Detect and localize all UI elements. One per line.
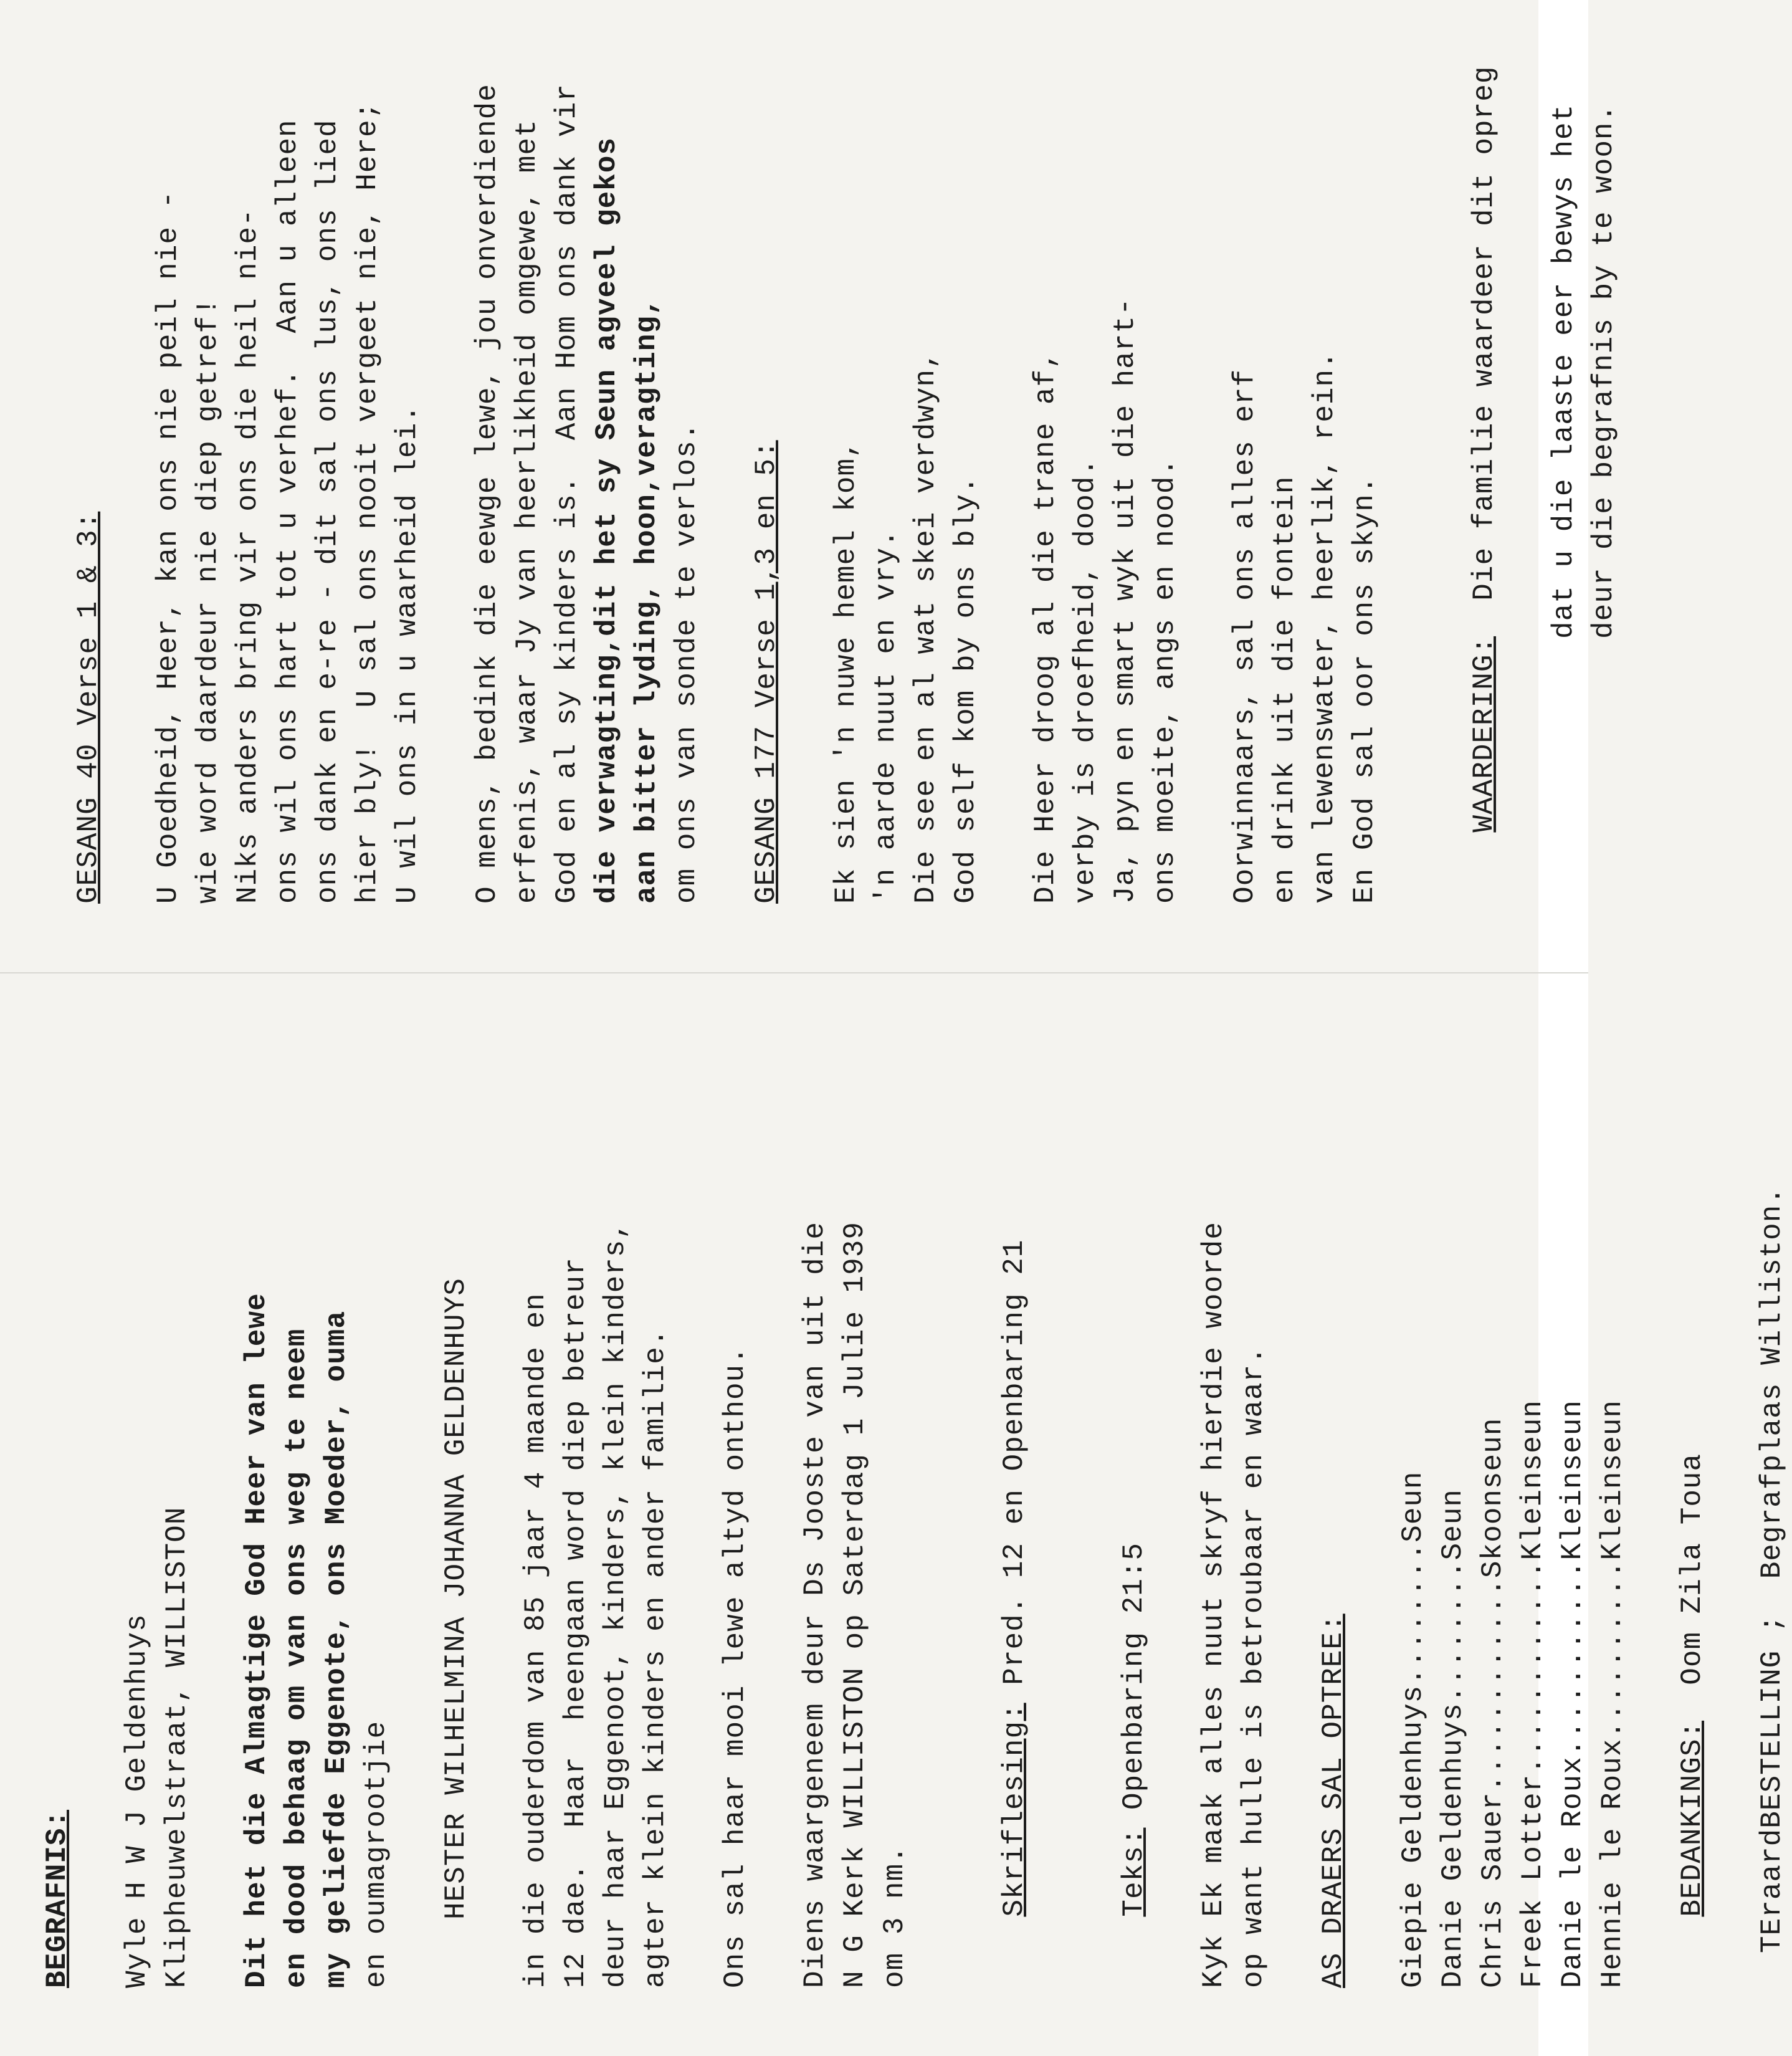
bearer-row: Chris Sauer............Skoonseun [1477, 1417, 1509, 1988]
hymn2-verse1-line: God self kom by ons bly. [950, 476, 982, 904]
address: Klipheuwelstraat, WILLISTON [161, 1506, 193, 1988]
reading-value: Pred. 12 en Openbaring 21 [998, 1239, 1031, 1703]
hymn2-verse3-line: Ja, pyn en smart wyk uit die hart- [1109, 297, 1141, 904]
bearer-row: Danie Geldenhuys........Seun [1437, 1489, 1469, 1988]
quote-line: Kyk Ek maak alles nuut skryf hierdie woorde [1198, 1222, 1230, 1988]
thanks-label: BEDANKINGS: [1676, 1720, 1709, 1917]
hymn2-verse3-line: verby is droefheid, dood. [1069, 457, 1102, 904]
section-heading-begrafnis: BEGRAFNIS: [41, 1809, 74, 1988]
text-value: Openbaring 21:5 [1118, 1542, 1150, 1828]
reading-label: Skriflesing: [998, 1703, 1031, 1917]
appreciation-label: WAARDERING: [1468, 636, 1500, 833]
intro-line: my geliefde Eggenote, ons Moeder, ouma [320, 1311, 353, 1988]
hymn2-verse5-line: Oorwinnaars, sal ons alles erf [1229, 368, 1261, 904]
hymn1-verse3-line: God en al sy kinders is. Aan Hom ons dank vir [551, 84, 583, 904]
hymn1-verse3-line: die verwagting,dit het sy Seun agveel gekos [591, 137, 623, 904]
appreciation-line: deur die begrafnis by te woon. [1588, 103, 1620, 639]
burial-line: TEraardBESTELLING ; Begrafplaas Williston. [1756, 1187, 1788, 1953]
intro-line: en dood behaag om van ons weg te neem [280, 1328, 313, 1988]
bearer-row: Freek Lotter............Kleinseun [1517, 1400, 1549, 1988]
hymn2-heading: GESANG 177 Verse 1,3 en 5: [750, 440, 783, 904]
hymn1-heading: GESANG 40 Verse 1 & 3: [72, 511, 105, 904]
bearers-heading: AS DRAERS SAL OPTREE: [1317, 1614, 1350, 1988]
text-label: Teks: [1118, 1827, 1150, 1917]
quote-line: op want hulle is betroubaar en waar. [1237, 1346, 1270, 1988]
intro-line: en oumagrootjie [360, 1720, 393, 1988]
service-line: om 3 nm. [879, 1845, 911, 1988]
service-line: Diens waargeneem deur Ds Jooste van uit die [799, 1222, 831, 1988]
hymn2-verse1-line: 'n aarde nuut en vry. [870, 529, 902, 904]
appreciation-line: dat u die laaste eer bewys het [1548, 103, 1580, 639]
thanks-value: Oom Zila Toua [1676, 1453, 1709, 1721]
bearer-row: Giepie Geldenhuys........Seun [1397, 1471, 1429, 1988]
hymn1-verse1-line: wie word daardeur nie diep getref! [192, 297, 224, 904]
service-line: N G Kerk WILLISTON op Saterdag 1 Julie 1939 [839, 1222, 871, 1988]
hymn2-verse5-line: van lewenswater, heerlik, rein. [1308, 351, 1341, 904]
hymn1-verse1-line: ons wil ons hart tot u verhef. Aan u alleen [272, 119, 304, 904]
age-line: in die ouderdom van 85 jaar 4 maande en [520, 1293, 552, 1988]
hymn1-verse3-line: om ons van sonde te verlos. [670, 422, 703, 904]
right-panel [69, 0, 1620, 904]
hymn1-verse1-line: ons dank en e-re - dit sal ons lus, ons lied [312, 119, 344, 904]
hymn2-verse5-line: en drink uit die fontein [1269, 476, 1301, 904]
age-line: 12 dae. Haar heengaan word diep betreur [560, 1257, 592, 1988]
hymn2-verse1-line: Ek sien 'n nuwe hemel kom, [830, 440, 862, 904]
hymn2-verse3-line: Die Heer droog al die trane af, [1029, 351, 1062, 904]
bearer-row: Danie le Roux...........Kleinseun [1556, 1400, 1589, 1988]
hymn1-verse1-line: hier bly! U sal ons nooit vergeet nie, Here; [351, 101, 384, 904]
memory-line: Ons sal haar mooi lewe altyd onthou. [719, 1346, 751, 1988]
hymn1-verse3-line: O mens, bedink die eewge lewe, jou onverdiende [471, 84, 503, 904]
bearer-row: Hennie le Roux..........Kleinseun [1596, 1400, 1629, 1988]
age-line: deur haar Eggenoot, kinders, klein kinders, [599, 1222, 632, 1988]
hymn1-verse1-line: Niks anders bring vir ons die heil nie- [232, 208, 264, 904]
hymn2-verse5-line: En God sal oor ons skyn. [1348, 476, 1381, 904]
hymn1-verse3-line: erfenis, waar Jy van heerlikheid omgewe, met [511, 119, 543, 904]
intro-line: Dit het die Almagtige God Heer van lewe [241, 1293, 273, 1988]
hymn2-verse1-line: Die see en al wat skei verdwyn, [910, 351, 942, 904]
late-husband-name: Wyle H W J Geldenhuys [121, 1614, 153, 1988]
hymn2-verse3-line: ons moeite, angs en nood. [1149, 457, 1181, 904]
deceased-name: HESTER WILHELMINA JOHANNA GELDENHUYS [440, 1278, 472, 1920]
hymn1-verse1-line: U wil ons in u waarheid lei. [391, 404, 424, 904]
appreciation-line: Die familie waardeer dit opreg [1468, 65, 1500, 636]
age-line: agter klein kinders en ander familie. [639, 1328, 672, 1988]
hymn1-verse3-line: aan bitter lyding, hoon,veragting, [631, 297, 663, 904]
hymn1-verse1-line: U Goedheid, Heer, kan ons nie peil nie - [152, 190, 184, 904]
